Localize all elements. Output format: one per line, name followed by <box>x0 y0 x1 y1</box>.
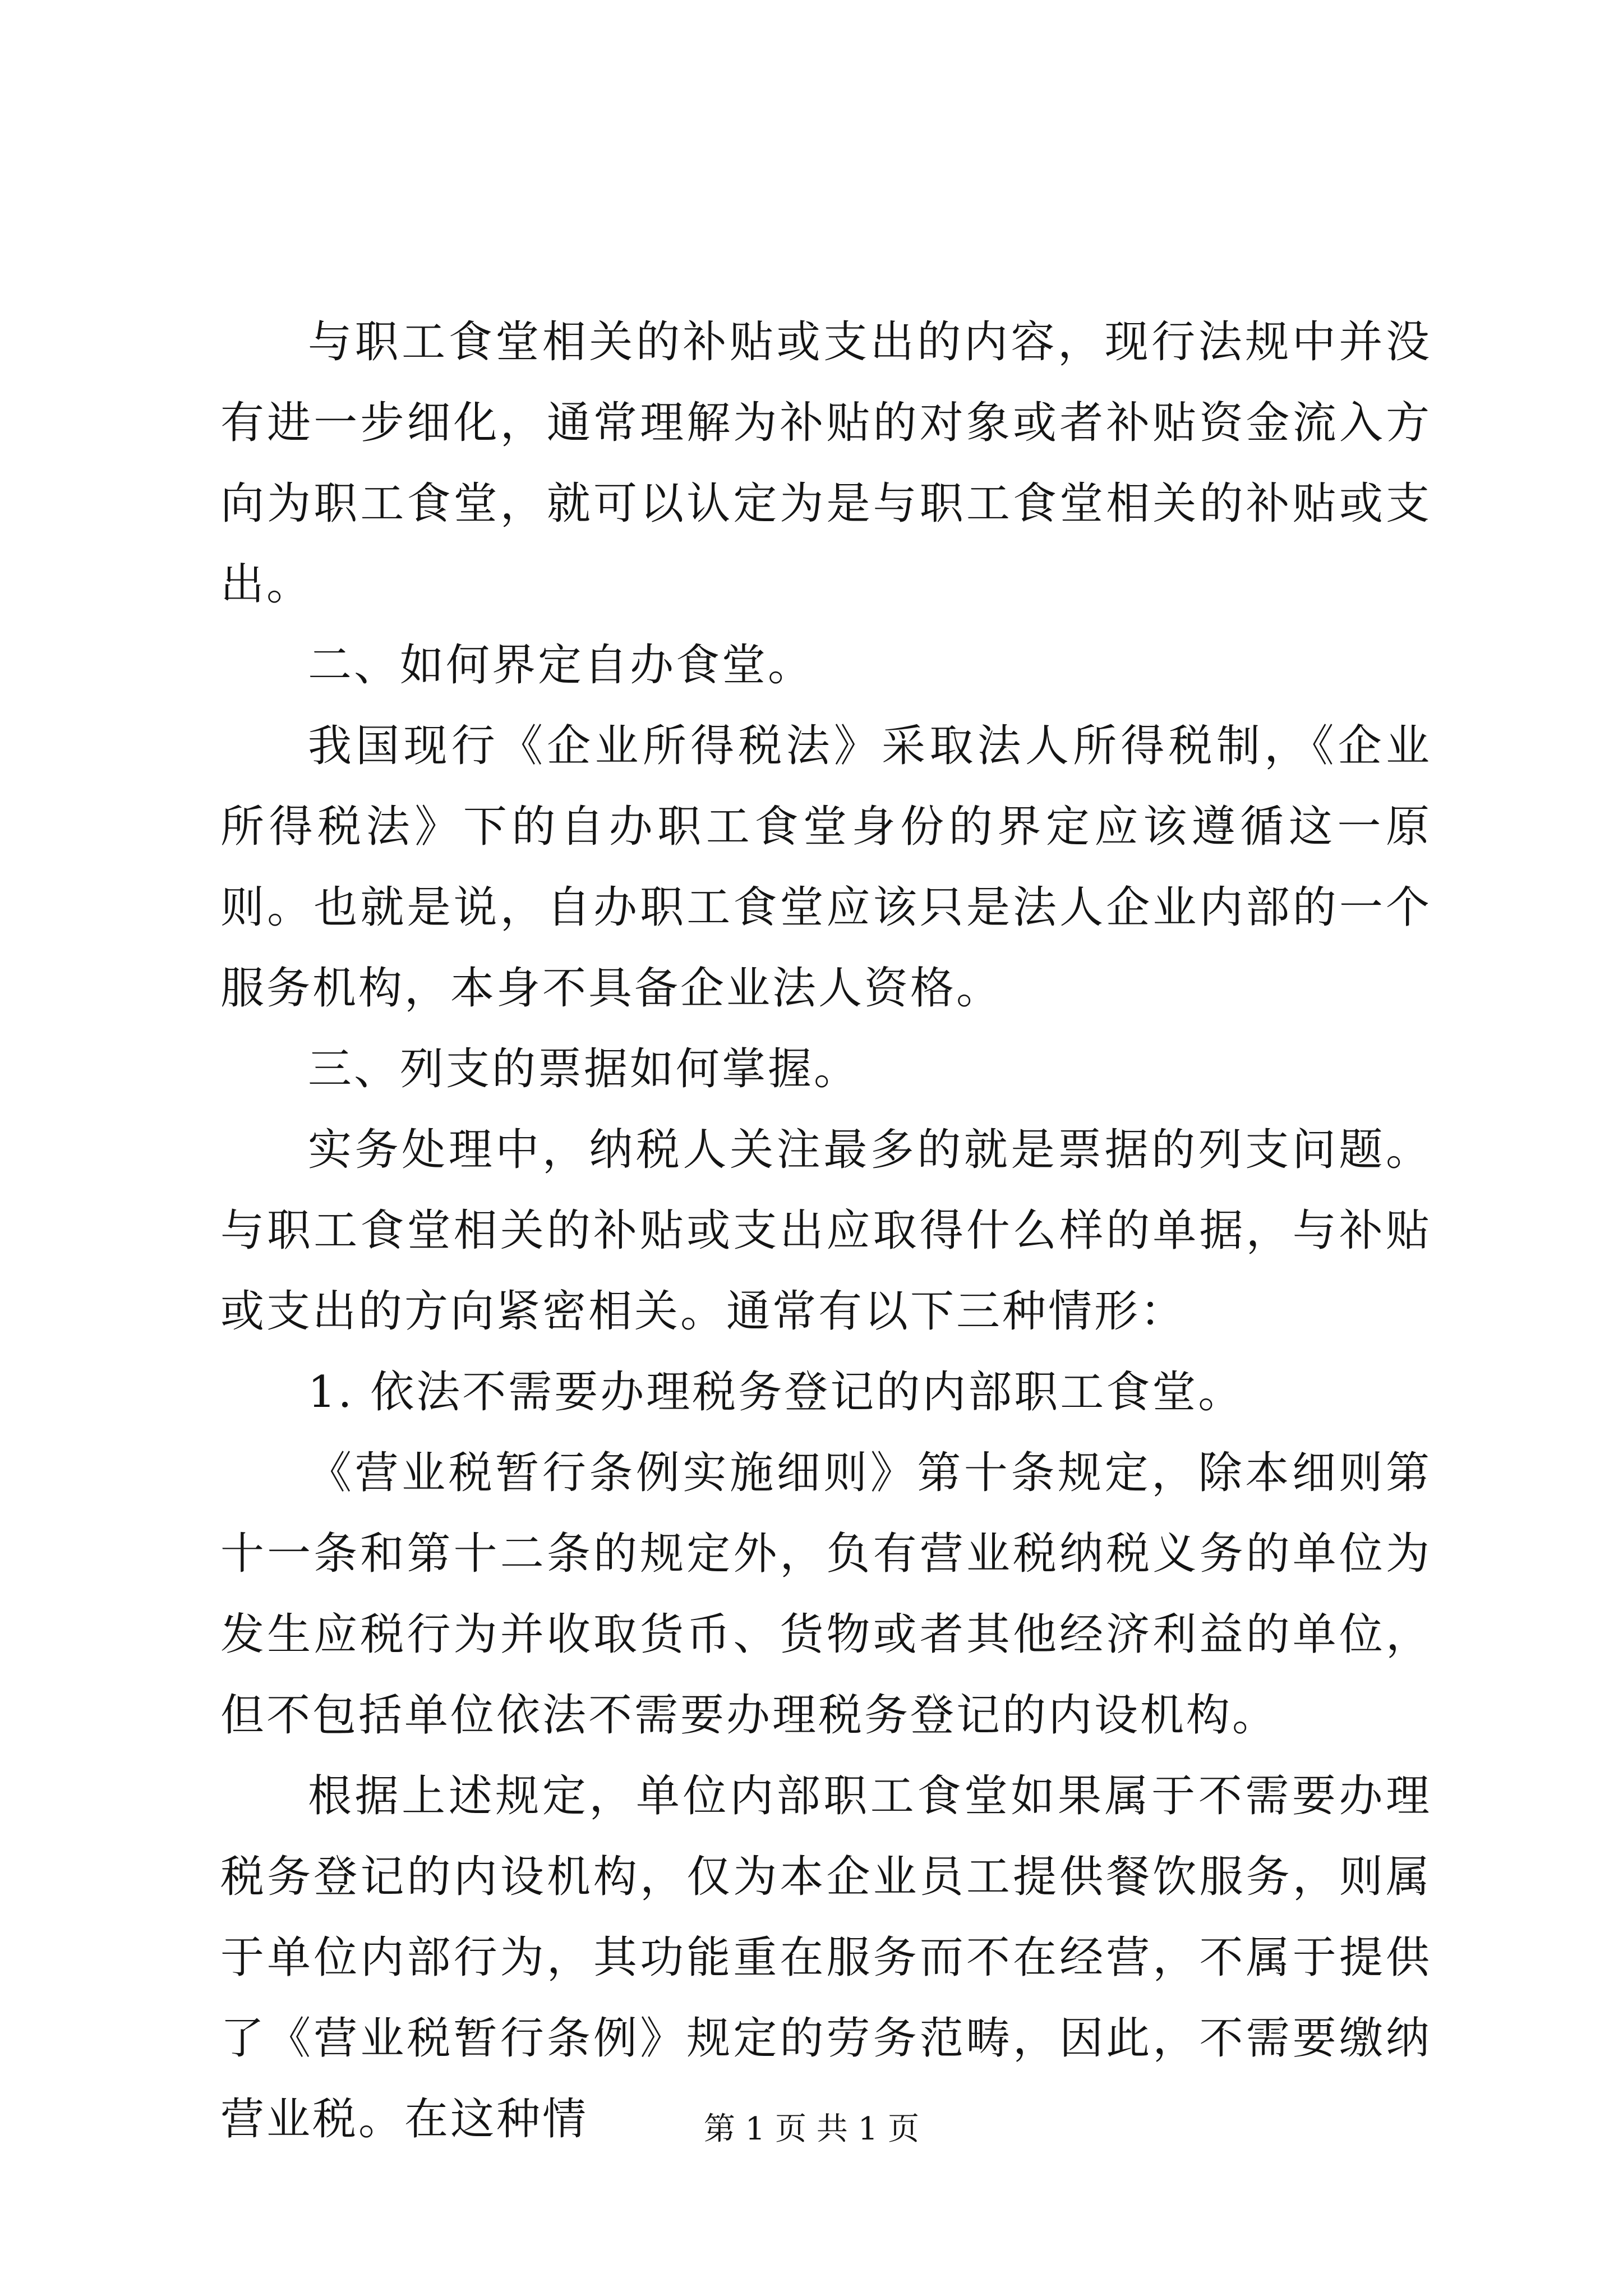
heading-case-1: 1. 依法不需要办理税务登记的内部职工食堂。 <box>308 1367 1244 1418</box>
page-footer: 第 1 页 共 1 页 <box>703 2111 920 2147</box>
paragraph-business-tax-rules: 《营业税暂行条例实施细则》第十条规定，除本细则第十一条和第十二条的规定外，负有营业税纳税义务的单位为发生应税行为并收取货币、货物或者其他经济利益的单位，但不包括单位依法不需要办理税务登记的内设机构。 <box>220 1448 1432 1741</box>
paragraph-internal-canteen: 根据上述规定，单位内部职工食堂如果属于不需要办理税务登记的内设机构，仅为本企业员工提供餐饮服务，则属于单位内部行为，其功能重在服务而不在经营，不属于提供了《营业税暂行条例》规定的劳务范畴，因此，不需要缴纳营业税。在这种情 <box>220 1771 1432 2145</box>
paragraph-legal-person-tax: 我国现行《企业所得税法》采取法人所得税制，《企业所得税法》下的自办职工食堂身份的界定应该遵循这一原则。也就是说，自办职工食堂应该只是法人企业内部的一个服务机构，本身不具备企业法人资格。 <box>220 721 1432 1014</box>
heading-self-run-canteen: 二、如何界定自办食堂。 <box>308 640 814 691</box>
paragraph-subsidy-definition: 与职工食堂相关的补贴或支出的内容，现行法规中并没有进一步细化，通常理解为补贴的对象或者补贴资金流入方向为职工食堂，就可以认定为是与职工食堂相关的补贴或支出。 <box>220 317 1432 610</box>
heading-receipts: 三、列支的票据如何掌握。 <box>308 1044 860 1094</box>
document-body <box>220 302 1432 2160</box>
paragraph-receipt-issues: 实务处理中，纳税人关注最多的就是票据的列支问题。与职工食堂相关的补贴或支出应取得什么样的单据，与补贴或支出的方向紧密相关。通常有以下三种情形： <box>220 1125 1432 1337</box>
